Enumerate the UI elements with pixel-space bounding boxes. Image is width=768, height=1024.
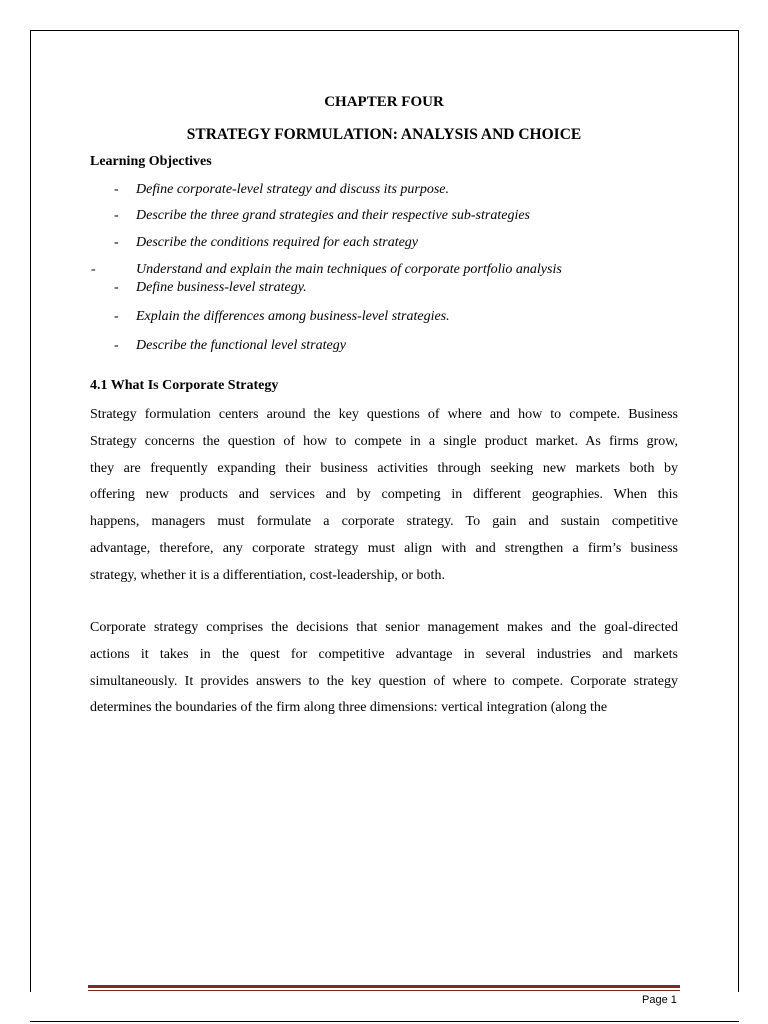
paragraph-line: Strategy formulation centers around the key questions of where and how to compete. Business [90, 407, 678, 422]
bullet-dash: - [114, 338, 119, 353]
bullet-dash: - [114, 309, 119, 324]
objective-text: Define corporate-level strategy and discuss its purpose. [136, 182, 450, 197]
objective-text: Define business-level strategy. [136, 280, 307, 295]
objective-text: Describe the conditions required for each strategy [136, 235, 419, 250]
objective-text: Understand and explain the main techniques of corporate portfolio analysis [136, 262, 562, 277]
page-border-left [30, 30, 31, 992]
page-border-top [30, 30, 739, 31]
paragraph-line: Corporate strategy comprises the decisions that senior management makes and the goal-directed [90, 620, 678, 635]
bullet-dash: - [114, 280, 119, 295]
objective-text: Describe the three grand strategies and their respective sub-strategies [136, 208, 530, 223]
chapter-subtitle: STRATEGY FORMULATION: ANALYSIS AND CHOICE [186, 126, 582, 143]
learning-objectives-heading: Learning Objectives [90, 154, 212, 169]
section-heading: 4.1 What Is Corporate Strategy [90, 378, 279, 393]
bullet-dash: - [114, 208, 119, 223]
objective-text: Describe the functional level strategy [136, 338, 346, 353]
footer-rule-thin [88, 990, 680, 991]
bullet-dash: - [91, 262, 96, 277]
objective-text: Explain the differences among business-level strategies. [136, 309, 450, 324]
bullet-dash: - [114, 182, 119, 197]
chapter-title: CHAPTER FOUR [324, 94, 444, 110]
bullet-dash: - [114, 235, 119, 250]
paragraph-line: simultaneously. It provides answers to the key question of where to compete. Corporate strategy [90, 673, 678, 689]
page-bottom-rule [30, 1021, 739, 1022]
paragraph-line: strategy, whether it is a differentiation, cost-leadership, or both. [90, 567, 445, 583]
paragraph-line: Strategy concerns the question of how to compete in a single product market. As firms grow, [90, 433, 678, 449]
page-border-right [738, 30, 739, 992]
paragraph-line: offering new products and services and by competing in different geographies. When this [90, 487, 678, 503]
paragraph-line: actions it takes in the quest for competitive advantage in several industries and markets [90, 646, 678, 662]
footer-rule-thick [88, 985, 680, 988]
paragraph-line: happens, managers must formulate a corporate strategy. To gain and sustain competitive [90, 514, 678, 530]
page-number: Page 1 [642, 994, 677, 1006]
paragraph-line: determines the boundaries of the firm along three dimensions: vertical integration (along the [90, 700, 608, 716]
paragraph-line: advantage, therefore, any corporate strategy must align with and strengthen a firm’s business [90, 540, 678, 556]
paragraph-1 [90, 402, 678, 590]
paragraph-2 [90, 615, 678, 722]
paragraph-line: they are frequently expanding their business activities through seeking new markets both by [90, 460, 678, 476]
